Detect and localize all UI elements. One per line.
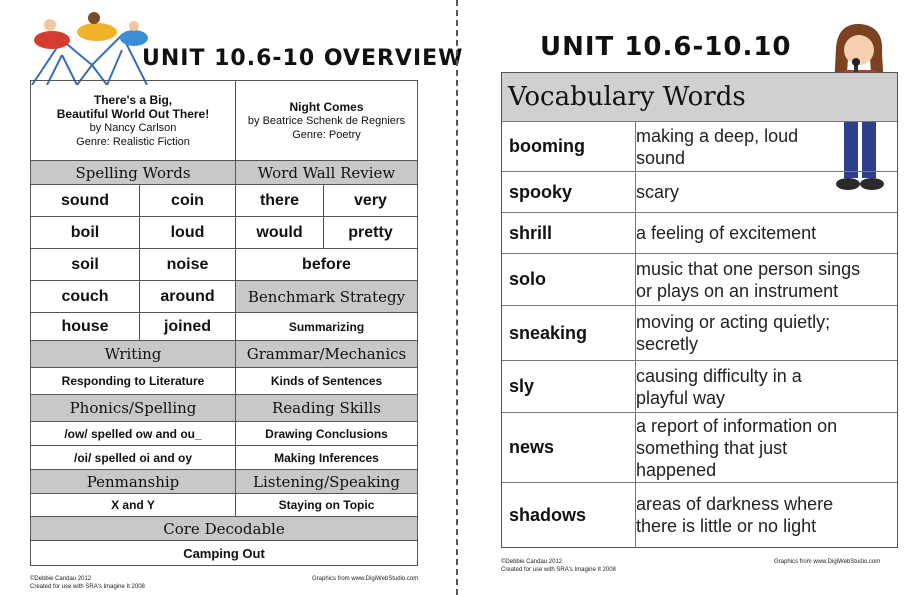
vocab-row: [502, 253, 897, 305]
book-2-author: by Beatrice Schenk de Regniers: [247, 114, 406, 127]
phonics-value: /ow/ spelled ow and ou_: [30, 421, 236, 446]
spelling-word: sound: [30, 184, 140, 217]
word-wall-word: there: [235, 184, 324, 217]
vocab-row: [502, 212, 897, 253]
right-footer-credit: [501, 558, 616, 574]
spelling-word: loud: [139, 216, 236, 249]
vocab-definition: [629, 172, 897, 212]
word-wall-header: Word Wall Review: [235, 160, 418, 185]
benchmark-strategy-value: Summarizing: [235, 312, 418, 341]
left-page-title: UNIT 10.6-10 OVERVIEW: [142, 46, 464, 71]
vocab-def-line: a feeling of excitement: [636, 223, 817, 243]
book-2-cell: [235, 80, 418, 161]
vocab-def-line: scary: [636, 182, 680, 202]
vocab-row: [502, 305, 897, 360]
book-1-title-line1: There's a Big,: [93, 92, 173, 107]
spelling-word: couch: [30, 280, 140, 313]
vocab-def-line: something that just: [636, 437, 788, 458]
vocab-definition: [629, 254, 897, 305]
core-decodable-value: Camping Out: [30, 540, 418, 566]
vocabulary-header: Vocabulary Words: [502, 73, 897, 121]
listening-header: Listening/Speaking: [235, 469, 418, 494]
left-footer-graphics: Graphics from www.DigiWebStudio.com: [312, 576, 419, 582]
vocab-word: shrill: [502, 213, 636, 253]
book-2-title: Night Comes: [289, 99, 364, 114]
vocab-word: solo: [502, 254, 636, 305]
vocab-def-line: moving or acting quietly;: [636, 312, 831, 332]
vocab-definition: [629, 413, 897, 482]
grammar-header: Grammar/Mechanics: [235, 340, 418, 368]
writing-value: Responding to Literature: [30, 367, 236, 395]
left-footer-copyright: ©Debbie Candau 2012: [30, 576, 92, 582]
book-1-genre: Genre: Realistic Fiction: [76, 135, 190, 148]
right-page-title: UNIT 10.6-10.10: [540, 32, 792, 62]
book-1-title-line2: Beautiful World Out There!: [56, 106, 210, 121]
vocabulary-table: [501, 72, 898, 548]
vocab-def-line: secretly: [636, 334, 699, 354]
word-wall-word: before: [235, 248, 418, 281]
spelling-word: noise: [139, 248, 236, 281]
vocab-def-line: or plays on an instrument: [636, 280, 839, 301]
spelling-words-header: Spelling Words: [30, 160, 236, 185]
phonics-header: Phonics/Spelling: [30, 394, 236, 422]
grammar-value: Kinds of Sentences: [235, 367, 418, 395]
penmanship-value: X and Y: [30, 493, 236, 517]
word-wall-word: would: [235, 216, 324, 249]
vocab-def-line: there is little or no light: [636, 516, 817, 536]
left-footer-created: Created for use with SRA's Imagine It 2008: [30, 584, 145, 590]
vocab-def-line: playful way: [636, 387, 726, 408]
page-divider: [456, 0, 458, 595]
book-1-author: by Nancy Carlson: [89, 121, 177, 134]
vocab-word: booming: [502, 122, 636, 171]
vocab-def-line: making a deep, loud: [636, 125, 799, 146]
benchmark-strategy-header: Benchmark Strategy: [235, 280, 418, 313]
vocab-def-line: areas of darkness where: [636, 494, 834, 514]
vocab-definition: [629, 361, 897, 412]
core-decodable-header: Core Decodable: [30, 516, 418, 541]
vocab-definition: [629, 122, 897, 171]
right-footer-graphics: Graphics from www.DigiWebStudio.com: [774, 559, 881, 565]
vocab-def-line: causing difficulty in a: [636, 365, 802, 386]
right-footer-copyright: ©Debbie Candau 2012: [501, 559, 563, 565]
spelling-word: boil: [30, 216, 140, 249]
vocab-def-line: music that one person sings: [636, 258, 861, 279]
spelling-word: coin: [139, 184, 236, 217]
right-footer-created: Created for use with SRA's Imagine It 2008: [501, 567, 616, 573]
spelling-word: joined: [139, 312, 236, 341]
vocab-row: [502, 171, 897, 212]
vocab-def-line: a report of information on: [636, 415, 838, 436]
vocab-definition: [629, 306, 897, 360]
listening-value: Staying on Topic: [235, 493, 418, 517]
left-footer-credit: [30, 575, 145, 591]
vocab-word: sneaking: [502, 306, 636, 360]
vocab-def-line: sound: [636, 147, 686, 168]
spelling-word: around: [139, 280, 236, 313]
word-wall-word: very: [323, 184, 418, 217]
spelling-word: house: [30, 312, 140, 341]
word-wall-word: pretty: [323, 216, 418, 249]
vocab-row: [502, 121, 897, 171]
roller-coaster-clipart: [22, 10, 152, 85]
vocab-row: [502, 360, 897, 412]
vocab-row: [502, 412, 897, 482]
vocab-definition: [629, 483, 897, 547]
reading-skills-value: Making Inferences: [235, 445, 418, 470]
reading-skills-value: Drawing Conclusions: [235, 421, 418, 446]
vocab-def-line: happened: [636, 459, 717, 480]
vocab-word: shadows: [502, 483, 636, 547]
vocab-word: sly: [502, 361, 636, 412]
writing-header: Writing: [30, 340, 236, 368]
reading-skills-header: Reading Skills: [235, 394, 418, 422]
penmanship-header: Penmanship: [30, 469, 236, 494]
vocab-word: spooky: [502, 172, 636, 212]
phonics-value: /oi/ spelled oi and oy: [30, 445, 236, 470]
book-1-cell: [30, 80, 236, 161]
spelling-word: soil: [30, 248, 140, 281]
vocab-row: [502, 482, 897, 547]
book-2-genre: Genre: Poetry: [292, 128, 361, 141]
vocab-word: news: [502, 413, 636, 482]
vocab-definition: [629, 213, 897, 253]
